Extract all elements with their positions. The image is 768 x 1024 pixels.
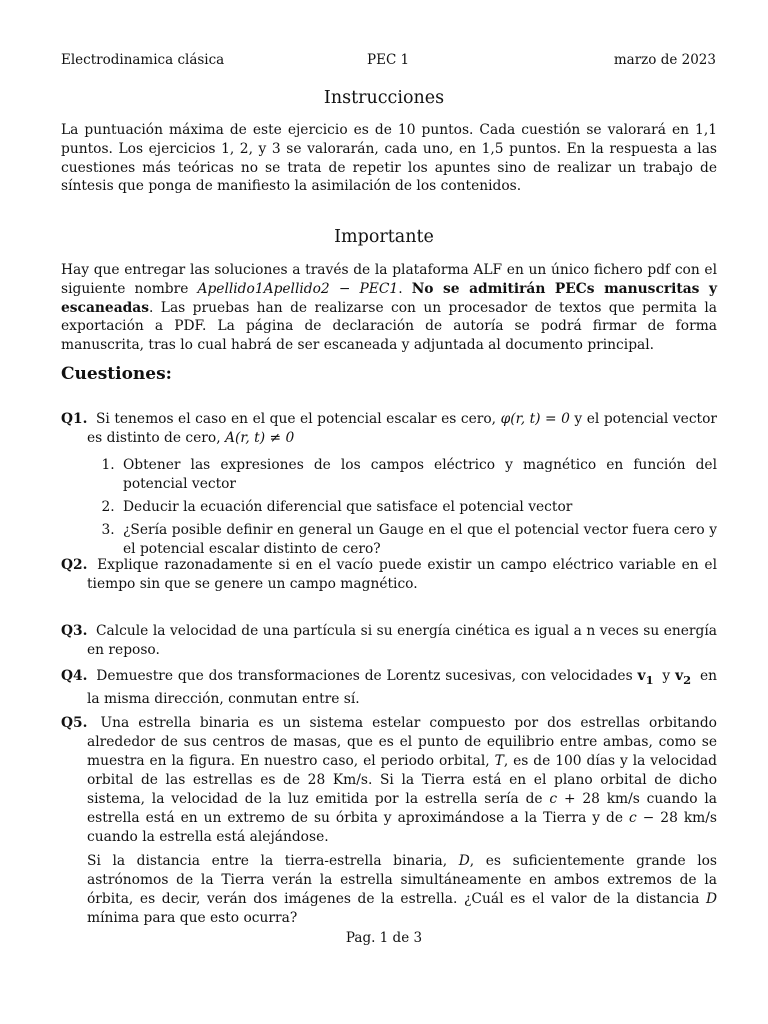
question-q3: Q3. Calcule la velocidad de una partícula si su energía cinética es igual a n veces su energía en reposo. <box>61 623 717 658</box>
question-q4: Q4. Demuestre que dos transformaciones de Lorentz sucesivas, con velocidades $v_1$ y $v_2$ en la misma dirección, conmutan entre sí. <box>61 668 717 707</box>
q5-label: Q5. <box>61 715 88 731</box>
header-course: Electrodinamica clásica <box>61 52 225 68</box>
header-date: marzo de 2023 <box>613 52 716 68</box>
question-q5: Q5. Una estrella binaria es un sistema estelar compuesto por dos estrellas orbitando alrededor de sus centros de masas, que es el punto de equilibrio entre ambas, como se muestra en la figura. En nuestro caso, el periodo orbital, T, es de 100 días y la velocidad orbital de las estrellas es de 28 Km/s. Si la Tierra está en el plano orbital de dicho sistema, la velocidad de la luz emitida por la estrella sería de c + 28 km/s cuando la estrella está en un extremo de su órbita y aproximándose a la Tierra y de c − 28 km/s cuando la estrella está alejándose. Si la distancia entre la tierra-estrella binaria, D, es suficientemente grande los astrónomos de la Tierra verán la estrella simultáneamente en ambos extremos de la órbita, es decir, verán dos imágenes de la estrella. ¿Cuál es el valor de la distancia D mínima para que esto ocurra? <box>61 715 717 926</box>
q4-label: Q4. <box>61 668 88 684</box>
q3-label: Q3. <box>61 623 88 639</box>
page-number: Pag. 1 de 3 <box>345 930 423 946</box>
importante-text: Hay que entregar las soluciones a través de la plataforma ALF en un único fichero pdf con el siguiente nombre Apellido1Apellido2 − PEC1. No se admitirán PECs manuscritas y escaneadas. Las pruebas han de realizarse con un procesador de textos que permita la exportación a PDF. La página de declaración de autoría se podrá firmar de forma manuscrita, tras lo cual habrá de ser escaneada y adjuntada al documento principal. <box>61 262 717 354</box>
importante-title: Importante <box>334 227 434 247</box>
velocity-v2: $v_2$ <box>675 668 692 687</box>
q5-paragraph-2: Si la distancia entre la tierra-estrella binaria, D, es suficientemente grande los astrónomos de la Tierra verán la estrella simultáneamente en ambos extremos de la órbita, es decir, verán dos imágenes de la estrella. ¿Cuál es el valor de la distancia D mínima para que esto ocurra? <box>87 853 717 926</box>
header-assignment: PEC 1 <box>367 52 410 68</box>
q1-scalar-potential-math: φ(r, t) = 0 <box>500 411 570 427</box>
page-header <box>61 52 716 72</box>
q2-label: Q2. <box>61 557 88 573</box>
file-name-math: Apellido1Apellido2 − PEC1 <box>197 280 399 297</box>
q1-vector-potential-math: A(r, t) ≠ 0 <box>224 430 295 446</box>
q1-label: Q1. <box>61 411 88 427</box>
cuestiones-title: Cuestiones: <box>61 364 172 384</box>
instrucciones-text: La puntuación máxima de este ejercicio es de 10 puntos. Cada cuestión se valorará en 1,1 puntos. Los ejercicios 1, 2, y 3 se valorarán, cada uno, en 1,5 puntos. En la respuesta a las cuestiones más teóricas no se trata de repetir los apuntes sino de realizar un trabajo de síntesis que ponga de manifiesto la asimilación de los contenidos. <box>61 122 717 195</box>
list-item: 1. Obtener las expresiones de los campos eléctrico y magnético en función del potencial vector <box>119 456 717 494</box>
q1-subquestions <box>61 456 717 559</box>
instrucciones-title: Instrucciones <box>323 88 445 108</box>
question-q1: Q1. Si tenemos el caso en el que el potencial escalar es cero, φ(r, t) = 0 y el potencial vector es distinto de cero, A(r, t) ≠ 0 1. Obtener las expresiones de los campos eléctrico y magnético en función del potencial vector 2. Deducir la ecuación diferencial que satisface el potencial vector 3. ¿Sería posible definir en general un Gauge en el que el potencial vector fuera cero y el potencial escalar distinto de cero? <box>61 410 717 563</box>
velocity-v1: $v_1$ <box>637 668 654 687</box>
question-q2: Q2. Explique razonadamente si en el vacío puede existir un campo eléctrico variable en el tiempo sin que se genere un campo magnético. <box>61 557 717 592</box>
importante-warning: No se admitirán PECs manuscritas y escaneadas <box>61 280 717 316</box>
list-item: 2. Deducir la ecuación diferencial que satisface el potencial vector <box>119 498 717 517</box>
list-item: 3. ¿Sería posible definir en general un Gauge en el que el potencial vector fuera cero y el potencial escalar distinto de cero? <box>119 521 717 559</box>
